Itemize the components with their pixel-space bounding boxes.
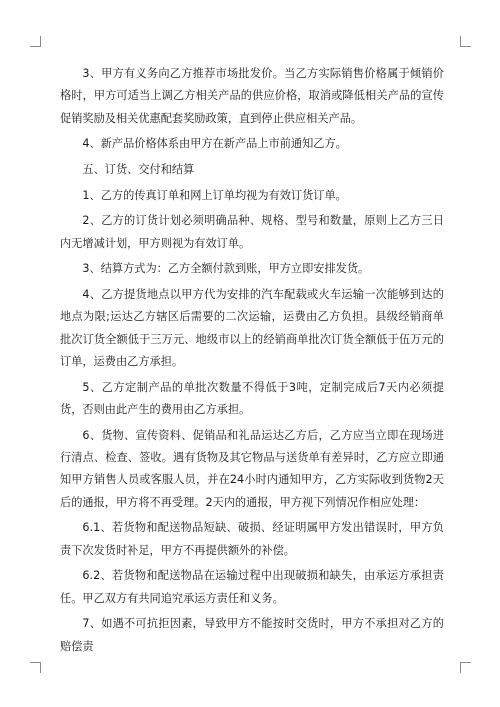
paragraph-order-6-1: 6.1、若货物和配送物品短缺、破损、经证明属甲方发出错误时，甲方负责下次发货时补足，甲方不再提供额外的补偿。 — [60, 521, 444, 557]
paragraph-4-new-product-price: 4、新产品价格体系由甲方在新产品上市前通知乙方。 — [82, 137, 347, 151]
crop-mark-bottom-right — [460, 662, 471, 673]
paragraph-order-1: 1、乙方的传真订单和网上订单均视为有效订货订单。 — [82, 188, 347, 202]
paragraph-order-7: 7、如遇不可抗拒因素，导致甲方不能按时交货时，甲方不承担对乙方的赔偿责 — [60, 617, 444, 653]
paragraph-order-3: 3、结算方式为：乙方全额付款到账，甲方立即安排发货。 — [82, 262, 370, 276]
document-body — [60, 63, 444, 661]
crop-mark-top-left — [30, 36, 41, 47]
paragraph-3-market-price: 3、甲方有义务向乙方推荐市场批发价。当乙方实际销售价格属于倾销价格时，甲方可适当上调乙方相关产品的供应价格，取消或降低相关产品的宣传促销奖励及相关优惠配套奖励政策，直到停止供应相关产品。 — [60, 67, 444, 125]
crop-mark-top-right — [460, 36, 471, 47]
paragraph-order-2: 2、乙方的订货计划必须明确品种、规格、型号和数量，原则上乙方三日内无增减计划，甲方则视为有效订单。 — [60, 214, 444, 250]
crop-mark-bottom-left — [30, 662, 41, 673]
paragraph-order-4: 4、乙方提货地点以甲方代为安排的汽车配载或火车运输一次能够到达的地点为限;运达乙方辖区后需要的二次运输，运费由乙方负担。县级经销商单批次订货全额低于三万元、地级市以上的经销商单批次订货全额低于伍万元的订单，运费由乙方承担。 — [60, 287, 444, 368]
section-heading-ordering: 五、订货、交付和结算 — [82, 163, 195, 176]
paragraph-order-6: 6、货物、宣传资料、促销品和礼品运达乙方后，乙方应当立即在现场进行清点、检查、签收。遇有货物及其它物品与送货单有差异时，乙方应立即通知甲方销售人员或客服人员，并在24小时内通知甲方，乙方实际收到货物2天后的通报，甲方将不再受理。2天内的通报，甲方视下列情况作相应处理： — [60, 428, 444, 509]
paragraph-order-6-2: 6.2、若货物和配送物品在运输过程中出现破损和缺失，由承运方承担责任。甲乙双方有共同追究承运方责任和义务。 — [60, 569, 444, 605]
paragraph-order-5: 5、乙方定制产品的单批次数量不得低于3吨，定制完成后7天内必须提货，否则由此产生的费用由乙方承担。 — [60, 380, 444, 416]
